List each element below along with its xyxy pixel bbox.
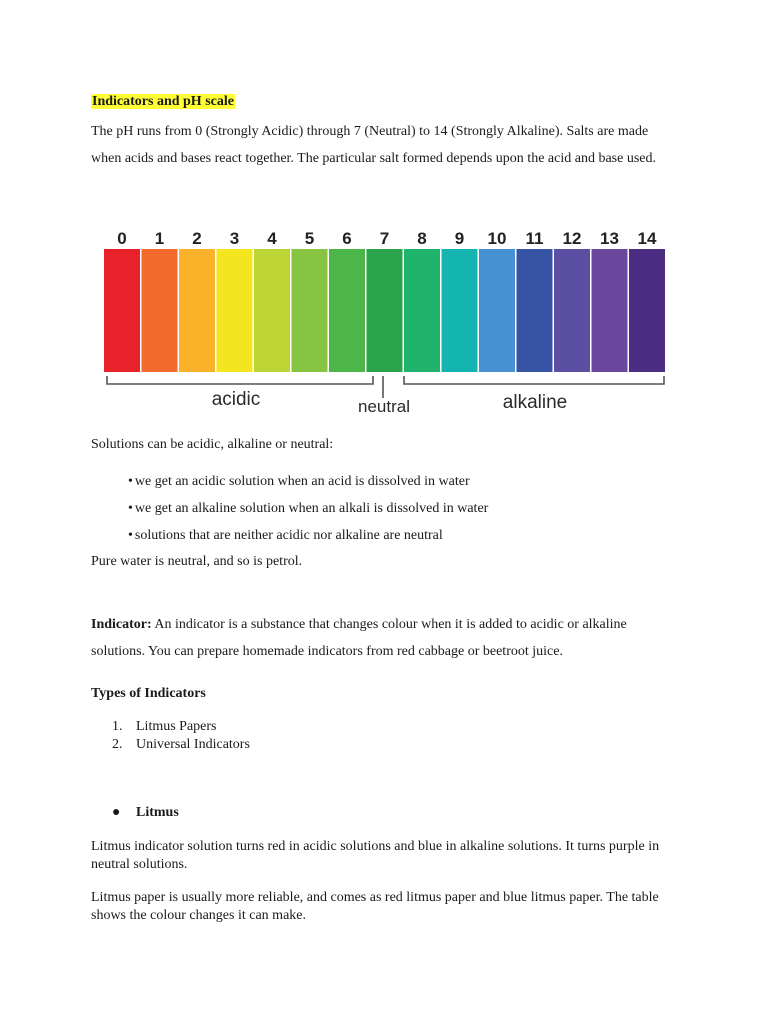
list-item: 1. Litmus Papers: [112, 719, 217, 734]
solutions-intro: Solutions can be acidic, alkaline or neutral:: [91, 437, 334, 452]
indicator-definition: An indicator is a substance that changes colour when it is added to acidic or alkaline solutions. You can prepare homemade indicators from red cabbage or beetroot juice.: [91, 617, 627, 659]
bullet-icon: •: [128, 501, 133, 516]
scale-brackets: [107, 376, 664, 398]
ph-number-4: 4: [267, 229, 277, 248]
ph-number-10: 10: [487, 229, 507, 248]
neutral-label: neutral: [358, 397, 410, 416]
litmus-paragraph-2: Litmus paper is usually more reliable, and comes as red litmus paper and blue litmus paper. The table shows the colour changes it can make.: [91, 890, 659, 923]
alkaline-label: alkaline: [502, 392, 568, 413]
acidic-bracket: [107, 376, 373, 384]
ph-number-3: 3: [229, 229, 240, 248]
ph-bar-6: [329, 249, 365, 372]
acidic-label: acidic: [211, 389, 261, 410]
pure-water-text: Pure water is neutral, and so is petrol.: [91, 554, 303, 569]
list-item: • we get an alkaline solution when an alkali is dissolved in water: [128, 501, 489, 516]
ph-bar-13: [592, 249, 628, 372]
list-item: • we get an acidic solution when an acid is dissolved in water: [128, 474, 470, 489]
bullet-icon: •: [128, 528, 133, 543]
ph-bar-9: [442, 249, 478, 372]
alkaline-bracket: [404, 376, 664, 384]
heading-text: Indicators and pH scale: [92, 94, 234, 109]
ph-bar-10: [479, 249, 515, 372]
ph-bar-8: [404, 249, 440, 372]
ph-number-5: 5: [304, 229, 315, 248]
ph-number-7: 7: [379, 229, 390, 248]
ph-number-13: 13: [600, 229, 619, 248]
ph-bar-2: [179, 249, 215, 372]
litmus-paragraph-1: Litmus indicator solution turns red in acidic solutions and blue in alkaline solutions. It turns purple in neutral solutions.: [91, 839, 660, 872]
ph-bar-14: [629, 249, 665, 372]
types-heading: Types of Indicators: [91, 686, 206, 701]
intro-paragraph: The pH runs from 0 (Strongly Acidic) through 7 (Neutral) to 14 (Strongly Alkaline). Salts are made when acids and bases react together. The particular salt formed depends upon the acid and base used.: [91, 124, 656, 166]
ph-number-1: 1: [154, 229, 165, 248]
ph-number-2: 2: [192, 229, 202, 248]
indicator-term: Indicator:: [91, 617, 152, 632]
litmus-heading: ● Litmus: [112, 805, 179, 820]
ph-number-11: 11: [525, 229, 544, 248]
ph-bar-3: [217, 249, 253, 372]
ph-bar-11: [517, 249, 553, 372]
ph-bar-5: [292, 249, 328, 372]
ph-bar-12: [554, 249, 590, 372]
ph-bar-4: [254, 249, 290, 372]
ph-scale-numbers: [117, 229, 657, 248]
ph-number-14: 14: [637, 229, 657, 248]
ph-number-12: 12: [562, 229, 582, 248]
indicator-paragraph: [91, 611, 681, 665]
list-item: 2. Universal Indicators: [112, 737, 250, 752]
ph-bar-1: [142, 249, 178, 372]
ph-bar-0: [104, 249, 140, 372]
ph-bar-7: [367, 249, 403, 372]
bullet-icon: •: [128, 474, 133, 489]
ph-number-6: 6: [342, 229, 352, 248]
ph-scale-bars: [104, 249, 665, 372]
ph-number-9: 9: [454, 229, 465, 248]
ph-number-8: 8: [417, 229, 427, 248]
ph-number-0: 0: [117, 229, 127, 248]
bullet-icon: ●: [112, 805, 121, 820]
list-item: • solutions that are neither acidic nor alkaline are neutral: [128, 528, 443, 543]
